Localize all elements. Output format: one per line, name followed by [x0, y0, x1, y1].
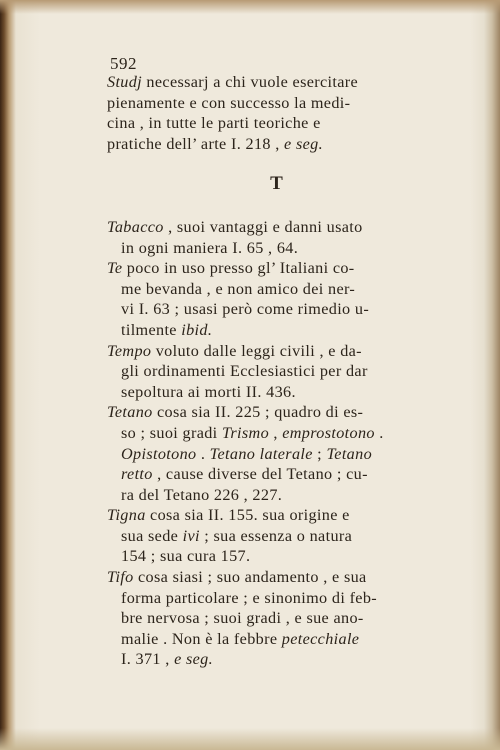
entry-continuation-line — [107, 526, 447, 547]
text-run: ; — [312, 444, 327, 463]
italic-text: ibid. — [181, 320, 213, 339]
text-run: so ; suoi gradi — [121, 423, 222, 442]
index-entries — [107, 217, 447, 670]
italic-text: emprostotono — [282, 423, 375, 442]
text-run: . — [196, 444, 210, 463]
entry-continuation-line — [107, 299, 447, 320]
index-entry-tigna — [107, 505, 447, 567]
entry-continuation-line — [107, 320, 447, 341]
entry-continuation-line — [107, 464, 447, 485]
text-run: cina , in tutte le parti teoriche e — [107, 114, 321, 133]
text-run: tilmente — [121, 320, 182, 339]
text-run: ra del Tetano 226 , 227. — [121, 485, 283, 504]
italic-text: e seg. — [284, 134, 324, 153]
entry-continuation-line — [107, 113, 447, 134]
text-run: gli ordinamenti Ecclesiastici per dar — [121, 362, 368, 381]
text-run: ; sua essenza o natura — [199, 526, 353, 545]
text-run: poco in uso presso gl’ Italiani co- — [122, 259, 355, 278]
entry-continuation-line — [107, 382, 447, 403]
italic-text: Tifo — [107, 568, 134, 587]
entry-first-line — [107, 505, 447, 526]
entry-continuation-line — [107, 134, 447, 155]
entry-continuation-line — [107, 588, 447, 609]
italic-text: Tetano laterale — [209, 444, 313, 463]
italic-text: Te — [107, 259, 123, 278]
text-run: , suoi vantaggi e danni usato — [163, 217, 363, 236]
intro-entry — [107, 72, 447, 154]
entry-continuation-line — [107, 629, 447, 650]
entry-first-line — [107, 258, 447, 279]
text-run: malie . Non è la febbre — [121, 629, 282, 648]
italic-text: Tetano — [107, 403, 153, 422]
section-letter: T — [270, 173, 284, 195]
entry-first-line — [107, 341, 447, 362]
entry-continuation-line — [107, 93, 447, 114]
text-run: bre nervosa ; suoi gradi , e sue ano- — [121, 609, 364, 628]
entry-continuation-line — [107, 444, 447, 465]
text-run: in ogni maniera I. 65 , 64. — [121, 238, 299, 257]
text-run: sua sede — [121, 526, 183, 545]
index-entry-tabacco — [107, 217, 447, 258]
entry-continuation-line — [107, 546, 447, 567]
text-run: 154 ; sua cura 157. — [121, 547, 251, 566]
italic-text: Studj — [107, 73, 143, 91]
text-run: . — [374, 423, 384, 442]
entry-first-line — [107, 402, 447, 423]
index-entry-tifo — [107, 567, 447, 670]
text-run: cosa sia II. 225 ; quadro di es- — [152, 403, 364, 422]
italic-text: Tabacco — [107, 217, 164, 236]
entry-continuation-line — [107, 608, 447, 629]
entry-first-line — [107, 217, 447, 238]
text-run: cosa sia II. 155. sua origine e — [145, 506, 350, 525]
index-entry-tetano — [107, 402, 447, 505]
text-run: me bevanda , e non amico dei ner- — [121, 279, 356, 298]
italic-text: Tigna — [107, 506, 146, 525]
text-run: cosa siasi ; suo andamento , e sua — [133, 568, 367, 587]
italic-text: ivi — [182, 526, 200, 545]
text-run: pienamente e con successo la medi- — [107, 93, 351, 112]
text-run: vi I. 63 ; usasi però come rimedio u- — [121, 300, 370, 319]
index-entry-tempo — [107, 341, 447, 403]
entry-continuation-line — [107, 361, 447, 382]
italic-text: Trismo — [221, 423, 270, 442]
entry-continuation-line — [107, 238, 447, 259]
entry-continuation-line — [107, 279, 447, 300]
text-run: pratiche dell’ arte I. 218 , — [107, 134, 285, 153]
text-run: necessarj a chi vuole esercitare — [142, 73, 359, 91]
text-run: voluto dalle leggi civili , e da- — [151, 341, 362, 360]
text-run: forma particolare ; e sinonimo di feb- — [121, 588, 378, 607]
entry-continuation-line — [107, 649, 447, 670]
index-entry-te — [107, 258, 447, 340]
page-text-block — [107, 56, 447, 670]
entry-continuation-line — [107, 423, 447, 444]
text-run: sepoltura ai morti II. 436. — [121, 382, 296, 401]
italic-text: Opistotono — [121, 444, 197, 463]
italic-text: Tempo — [107, 341, 152, 360]
entry-continuation-line — [107, 485, 447, 506]
italic-text: retto — [121, 465, 153, 484]
italic-text: Tetano — [326, 444, 373, 463]
entry-first-line — [107, 72, 447, 93]
text-run: I. 371 , — [121, 650, 175, 669]
page-number: 592 — [110, 54, 137, 73]
italic-text: petecchiale — [281, 629, 360, 648]
text-run: , cause diverse del Tetano ; cu- — [152, 465, 368, 484]
entry-first-line — [107, 567, 447, 588]
italic-text: e seg. — [174, 650, 214, 669]
text-run: , — [269, 423, 283, 442]
